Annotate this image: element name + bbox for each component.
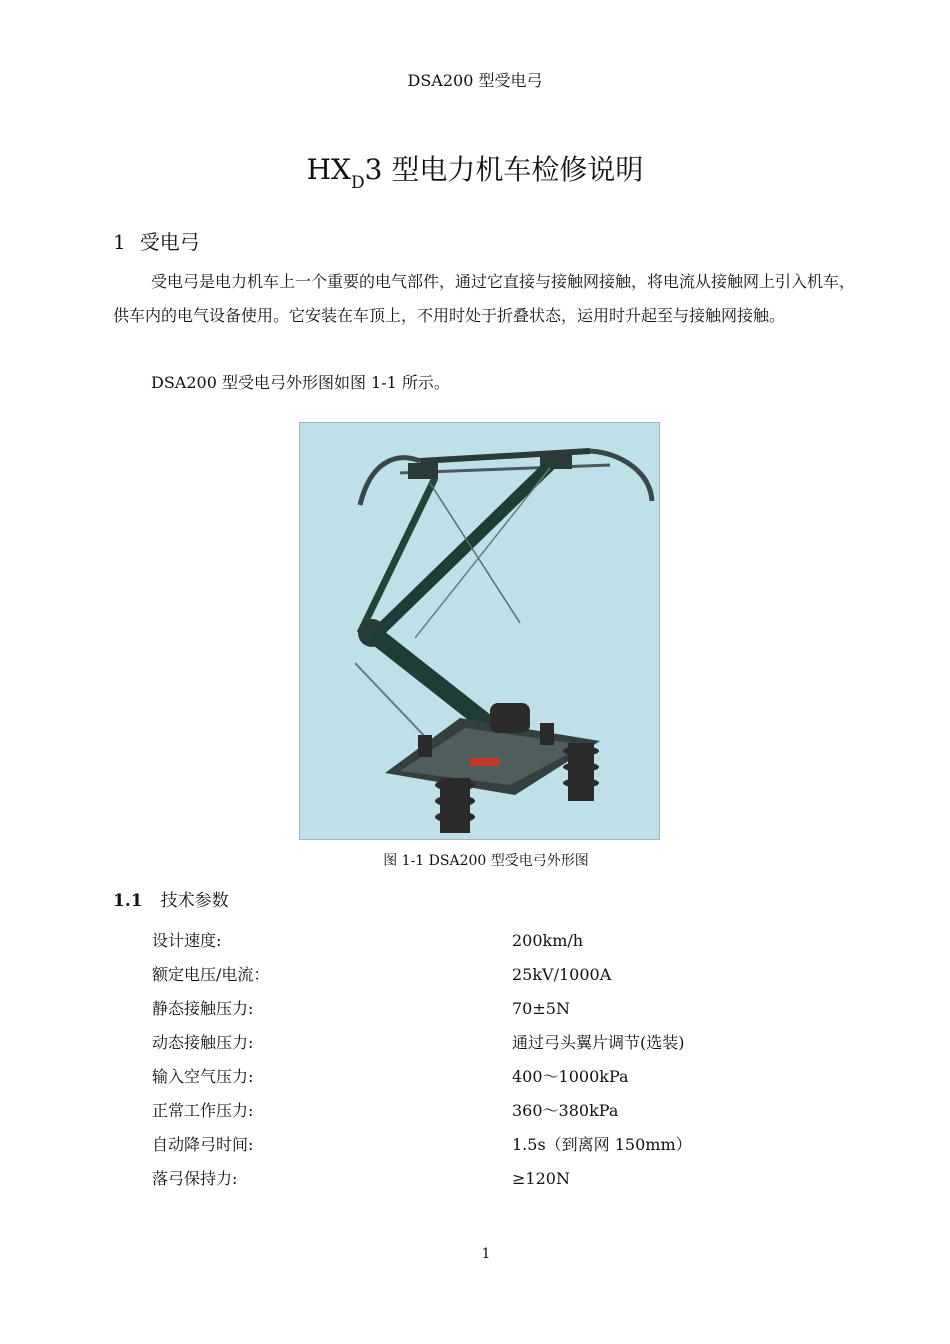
section-number: 1 — [113, 230, 126, 254]
parameter-value: 400～1000kPa — [512, 1067, 629, 1086]
parameter-row — [152, 1094, 852, 1128]
parameter-value: 70±5N — [512, 999, 570, 1018]
parameter-list — [152, 924, 852, 1196]
section-title: 受电弓 — [139, 230, 200, 254]
parameter-row — [152, 958, 852, 992]
parameter-value: 360～380kPa — [512, 1101, 619, 1120]
subsection-number: 1.1 — [113, 891, 143, 911]
intro-paragraph: 受电弓是电力机车上一个重要的电气部件，通过它直接与接触网接触，将电流从接触网上引入机车，供车内的电气设备使用。它安装在车顶上，不用时处于折叠状态，运用时升起至与接触网接触。 — [113, 272, 856, 325]
parameter-label: 额定电压/电流： — [152, 965, 270, 984]
parameter-value: ≥120N — [512, 1169, 570, 1188]
pantograph-photo — [299, 422, 660, 840]
pantograph-illustration — [300, 423, 659, 839]
page-number: 1 — [481, 1246, 491, 1262]
figure-caption: 图 1-1 DSA200 型受电弓外形图 — [383, 853, 589, 869]
document-title — [0, 152, 950, 192]
parameter-row — [152, 1162, 852, 1196]
parameter-label: 正常工作压力: — [152, 1101, 254, 1120]
parameter-row — [152, 992, 852, 1026]
parameter-label: 自动降弓时间: — [152, 1135, 254, 1154]
title-suffix: 3 型电力机车检修说明 — [364, 153, 644, 186]
title-prefix: HX — [306, 153, 351, 186]
parameter-value: 1.5s（到离网 150mm） — [512, 1135, 692, 1154]
parameter-row — [152, 1128, 852, 1162]
parameter-label: 静态接触压力: — [152, 999, 254, 1018]
title-subscript: D — [351, 173, 365, 193]
parameter-row — [152, 924, 852, 958]
running-header: DSA200 型受电弓 — [407, 71, 543, 90]
parameter-row — [152, 1060, 852, 1094]
parameter-label: 输入空气压力: — [152, 1067, 254, 1086]
subsection-heading — [113, 886, 229, 911]
figure-reference-paragraph: DSA200 型受电弓外形图如图 1-1 所示。 — [151, 373, 450, 392]
subsection-title: 技术参数 — [160, 891, 229, 911]
parameter-value: 25kV/1000A — [512, 965, 612, 984]
parameter-label: 设计速度: — [152, 931, 222, 950]
section-heading — [113, 226, 200, 255]
parameter-label: 落弓保持力: — [152, 1169, 238, 1188]
parameter-value: 200km/h — [512, 931, 584, 950]
parameter-row — [152, 1026, 852, 1060]
parameter-value: 通过弓头翼片调节(选装) — [512, 1033, 685, 1052]
parameter-label: 动态接触压力: — [152, 1033, 254, 1052]
